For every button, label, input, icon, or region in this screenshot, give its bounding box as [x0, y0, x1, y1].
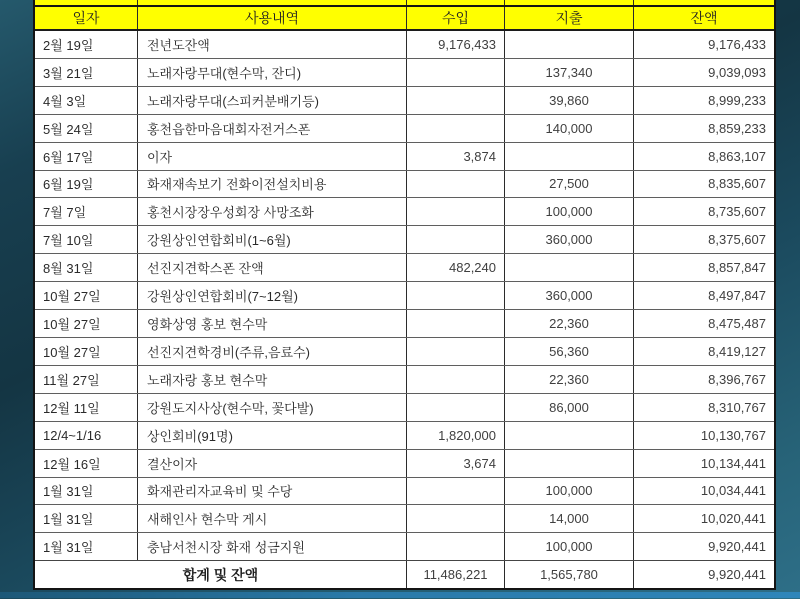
totals-label: 합계 및 잔액 — [35, 561, 407, 588]
cell-income — [407, 366, 505, 393]
cell-balance: 8,999,233 — [708, 92, 766, 108]
cell-expense: 137,340 — [505, 59, 634, 86]
cell-description: 선진지견학스폰 잔액 — [138, 254, 407, 281]
cell-income — [407, 171, 505, 198]
header-expense: 지출 — [505, 0, 634, 29]
cell-description: 화재재속보기 전화이전설치비용 — [138, 171, 407, 198]
cell-description: 강원상인연합회비(1~6월) — [138, 226, 407, 253]
cell-date: 2월 19일 — [35, 31, 138, 58]
cell-expense — [505, 254, 634, 281]
table-row — [35, 504, 774, 532]
cell-description: 강원상인연합회비(7~12월) — [138, 282, 407, 309]
cell-description: 상인회비(91명) — [138, 422, 407, 449]
cell-balance: 9,039,093 — [708, 64, 766, 80]
cell-expense: 86,000 — [505, 394, 634, 421]
cell-income: 1,820,000 — [407, 422, 505, 449]
cell-expense — [505, 422, 634, 449]
ledger-table — [33, 0, 776, 590]
cell-date: 12/4~1/16 — [35, 422, 138, 449]
table-row — [35, 58, 774, 86]
cell-description: 노래자랑무대(스피커분배기등) — [138, 87, 407, 114]
cell-expense: 56,360 — [505, 338, 634, 365]
cell-description: 화재관리자교육비 및 수당 — [138, 478, 407, 505]
cell-income — [407, 226, 505, 253]
cell-date: 12월 11일 — [35, 394, 138, 421]
table-row — [35, 170, 774, 198]
cell-expense — [505, 31, 634, 58]
header-income: 수입 — [407, 0, 505, 29]
cell-balance: 8,857,847 — [708, 260, 766, 276]
cell-date: 8월 31일 — [35, 254, 138, 281]
cell-income — [407, 282, 505, 309]
cell-income: 3,674 — [407, 450, 505, 477]
cell-balance: 8,735,607 — [708, 204, 766, 220]
table-row — [35, 421, 774, 449]
cell-expense: 14,000 — [505, 505, 634, 532]
cell-description: 이자 — [138, 143, 407, 170]
cell-expense: 39,860 — [505, 87, 634, 114]
cell-expense: 22,360 — [505, 310, 634, 337]
totals-balance: 9,920,441 — [708, 567, 766, 583]
table-row — [35, 225, 774, 253]
cell-balance: 8,310,767 — [708, 399, 766, 415]
cell-expense: 27,500 — [505, 171, 634, 198]
cell-income — [407, 533, 505, 560]
cell-expense: 360,000 — [505, 226, 634, 253]
cell-date: 4월 3일 — [35, 87, 138, 114]
cell-balance: 8,396,767 — [708, 371, 766, 387]
cell-balance: 8,497,847 — [708, 288, 766, 304]
header-date: 일자 — [35, 0, 138, 29]
cell-balance: 8,859,233 — [708, 120, 766, 136]
cell-income — [407, 394, 505, 421]
cell-date: 1월 31일 — [35, 533, 138, 560]
cell-expense: 100,000 — [505, 533, 634, 560]
cell-income — [407, 310, 505, 337]
bottom-accent-stripe — [0, 592, 800, 598]
cell-expense: 360,000 — [505, 282, 634, 309]
cell-balance: 8,419,127 — [708, 343, 766, 359]
header-balance: 잔액 — [690, 9, 718, 26]
cell-income: 9,176,433 — [407, 31, 505, 58]
table-row — [35, 309, 774, 337]
table-row — [35, 86, 774, 114]
cell-date: 3월 21일 — [35, 59, 138, 86]
cell-description: 홍천읍한마음대회자전거스폰 — [138, 115, 407, 142]
cell-balance: 9,920,441 — [708, 539, 766, 555]
table-row — [35, 365, 774, 393]
totals-row — [35, 560, 774, 588]
cell-balance: 10,020,441 — [700, 511, 766, 527]
cell-description: 노래자랑 홍보 현수막 — [138, 366, 407, 393]
cell-income — [407, 198, 505, 225]
cell-income — [407, 115, 505, 142]
cell-income — [407, 338, 505, 365]
cell-balance: 8,835,607 — [708, 176, 766, 192]
table-body — [35, 31, 774, 588]
cell-date: 10월 27일 — [35, 282, 138, 309]
cell-income — [407, 478, 505, 505]
cell-date: 6월 17일 — [35, 143, 138, 170]
table-row — [35, 477, 774, 505]
totals-income: 11,486,221 — [407, 561, 505, 588]
cell-description: 홍천시장장우성회장 사망조화 — [138, 198, 407, 225]
table-row — [35, 253, 774, 281]
header-description: 사용내역 — [138, 0, 407, 29]
cell-income — [407, 505, 505, 532]
cell-date: 1월 31일 — [35, 478, 138, 505]
cell-description: 충남서천시장 화재 성금지원 — [138, 533, 407, 560]
cell-expense: 100,000 — [505, 198, 634, 225]
cell-expense: 22,360 — [505, 366, 634, 393]
cell-expense: 100,000 — [505, 478, 634, 505]
cell-description: 노래자랑무대(현수막, 잔디) — [138, 59, 407, 86]
cell-income: 482,240 — [407, 254, 505, 281]
cell-date: 10월 27일 — [35, 338, 138, 365]
cell-description: 새해인사 현수막 게시 — [138, 505, 407, 532]
cell-balance: 8,475,487 — [708, 316, 766, 332]
cell-date: 11월 27일 — [35, 366, 138, 393]
cell-balance: 10,130,767 — [700, 427, 766, 443]
table-row — [35, 532, 774, 560]
cell-date: 7월 10일 — [35, 226, 138, 253]
table-row — [35, 114, 774, 142]
cell-description: 선진지견학경비(주류,음료수) — [138, 338, 407, 365]
cell-balance: 8,863,107 — [708, 148, 766, 164]
totals-expense: 1,565,780 — [505, 561, 634, 588]
cell-description: 전년도잔액 — [138, 31, 407, 58]
cell-expense — [505, 143, 634, 170]
cell-balance: 9,176,433 — [708, 36, 766, 52]
cell-balance: 8,375,607 — [708, 232, 766, 248]
cell-description: 영화상영 홍보 현수막 — [138, 310, 407, 337]
cell-description: 강원도지사상(현수막, 꽃다발) — [138, 394, 407, 421]
cell-balance: 10,034,441 — [700, 483, 766, 499]
table-row — [35, 197, 774, 225]
table-row — [35, 337, 774, 365]
cell-description: 결산이자 — [138, 450, 407, 477]
cell-income: 3,874 — [407, 143, 505, 170]
cell-date: 10월 27일 — [35, 310, 138, 337]
cell-expense — [505, 450, 634, 477]
table-row — [35, 31, 774, 58]
cell-date: 12월 16일 — [35, 450, 138, 477]
table-row — [35, 142, 774, 170]
cell-date: 6월 19일 — [35, 171, 138, 198]
table-row — [35, 281, 774, 309]
cell-income — [407, 87, 505, 114]
cell-income — [407, 59, 505, 86]
cell-date: 7월 7일 — [35, 198, 138, 225]
table-row — [35, 449, 774, 477]
cell-date: 5월 24일 — [35, 115, 138, 142]
table-top-border — [35, 5, 774, 7]
cell-date: 1월 31일 — [35, 505, 138, 532]
cell-expense: 140,000 — [505, 115, 634, 142]
table-row — [35, 393, 774, 421]
cell-balance: 10,134,441 — [700, 455, 766, 471]
